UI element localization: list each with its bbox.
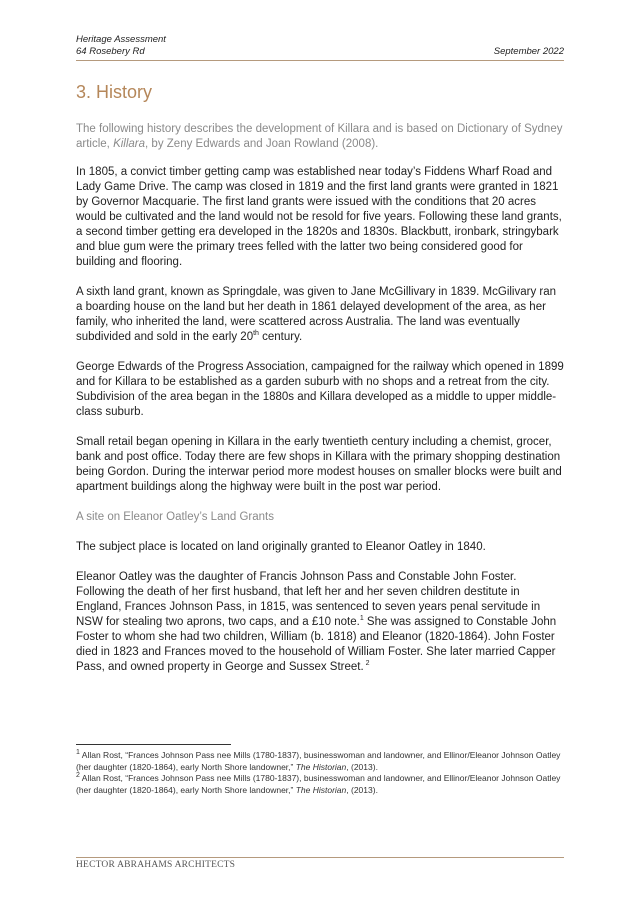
subheading-land-grants: A site on Eleanor Oatley’s Land Grants: [76, 511, 274, 523]
footer-company-name: HECTOR ABRAHAMS ARCHITECTS: [76, 860, 236, 870]
paragraph-text: Eleanor Oatley was the daughter of Francis Johnson Pass and Constable John Foster. Following the death of her first husband, that left her and her seven children destitute in England, Frances Johnson Pass, in 1815, was sentenced to seven years penal servitude in NSW for stealing two aprons, two caps, and a £10 note.: [76, 571, 541, 628]
paragraph-eleanor-oatley: [76, 570, 564, 675]
paragraph-railway: George Edwards of the Progress Association, campaigned for the railway which opened in 1899 and for Killara to be established as a garden suburb with no shops and a retreat from the city. Subdivision of the area began in the 1880s and Killara developed as a middle to upper middle-class suburb.: [76, 361, 564, 418]
paragraph-subject-place: The subject place is located on land originally granted to Eleanor Oatley in 1840.: [76, 541, 486, 553]
page-header: [76, 34, 564, 58]
footnote-number: 1: [76, 749, 80, 757]
paragraph-springdale: [76, 285, 564, 345]
footnote-text: Allan Rost, “Frances Johnson Pass nee Mills (1780-1837), businesswoman and landowner, and Ellinor/Eleanor Johnson Oatley (her daughter (1820-1864), early North Shore landowner,”: [76, 773, 561, 795]
intro-text: The following history describes the development of Killara and is based on Dictionary of Sydney article,: [76, 123, 563, 150]
footnote-divider: [76, 744, 231, 745]
footer-divider: [76, 857, 564, 858]
footnotes: [76, 750, 564, 796]
header-document-type: Heritage Assessment: [76, 34, 166, 45]
intro-paragraph: [76, 122, 564, 152]
footnote-2: [76, 773, 564, 796]
header-date: September 2022: [493, 46, 564, 57]
footnote-text: Allan Rost, “Frances Johnson Pass nee Mills (1780-1837), businesswoman and landowner, and Ellinor/Eleanor Johnson Oatley (her daughter (1820-1864), early North Shore landowner,”: [76, 750, 561, 772]
footnote-number: 2: [76, 772, 80, 780]
superscript: th: [253, 330, 259, 338]
paragraph-text-end: century.: [258, 331, 303, 343]
paragraph-text-cont: She was assigned to Constable John Foster to whom she had two children, William (b. 1818) and Eleanor (1820-1864). John Foster died in 1823 and Frances moved to the household of William Foster. She later married Capper Pass, and owned property in George and Sussex Street.: [76, 616, 557, 673]
header-divider: [76, 60, 564, 61]
footnote-text-end: , (2013).: [346, 761, 378, 772]
main-content: [76, 122, 564, 690]
footnote-ref-1[interactable]: 1: [359, 615, 364, 623]
section-title: 3. History: [76, 82, 153, 102]
footnote-ref-2[interactable]: 2: [363, 660, 370, 668]
footnote-source-title: The Historian: [295, 784, 347, 795]
intro-article-title: Killara: [113, 138, 146, 150]
header-address: 64 Rosebery Rd: [76, 46, 145, 57]
intro-text-end: , by Zeny Edwards and Joan Rowland (2008).: [145, 138, 379, 150]
footnote-text-end: , (2013).: [346, 784, 378, 795]
footnote-source-title: The Historian: [295, 761, 347, 772]
paragraph-retail: Small retail began opening in Killara in the early twentieth century including a chemist, grocer, bank and post office. Today there are few shops in Killara with the primary shopping destination being Gordon. During the interwar period more modest houses on smaller blocks were built and apartment buildings along the highway were built in the post war period.: [76, 436, 562, 493]
paragraph-text: A sixth land grant, known as Springdale, was given to Jane McGillivary in 1839. McGilivary ran a boarding house on the land but her death in 1861 delayed development of the area, as her family, who inherited the land, were scattered across Australia. The land was eventually subdivided and sold in the early 20: [76, 286, 557, 343]
footnote-1: [76, 750, 564, 773]
paragraph-convict-camp: In 1805, a convict timber getting camp was established near today’s Fiddens Wharf Road and Lady Game Drive. The camp was closed in 1819 and the first land grants were granted in 1821 by Governor Macquarie. The first land grants were issued with the conditions that 20 acres would be cultivated and the land would not be resold for five years. Following these land grants, a second timber getting era developed in the 1820s and 1830s. Blackbutt, ironbark, stringybark and blue gum were the primary trees felled with the latter two being considered good for building and flooring.: [76, 166, 562, 268]
